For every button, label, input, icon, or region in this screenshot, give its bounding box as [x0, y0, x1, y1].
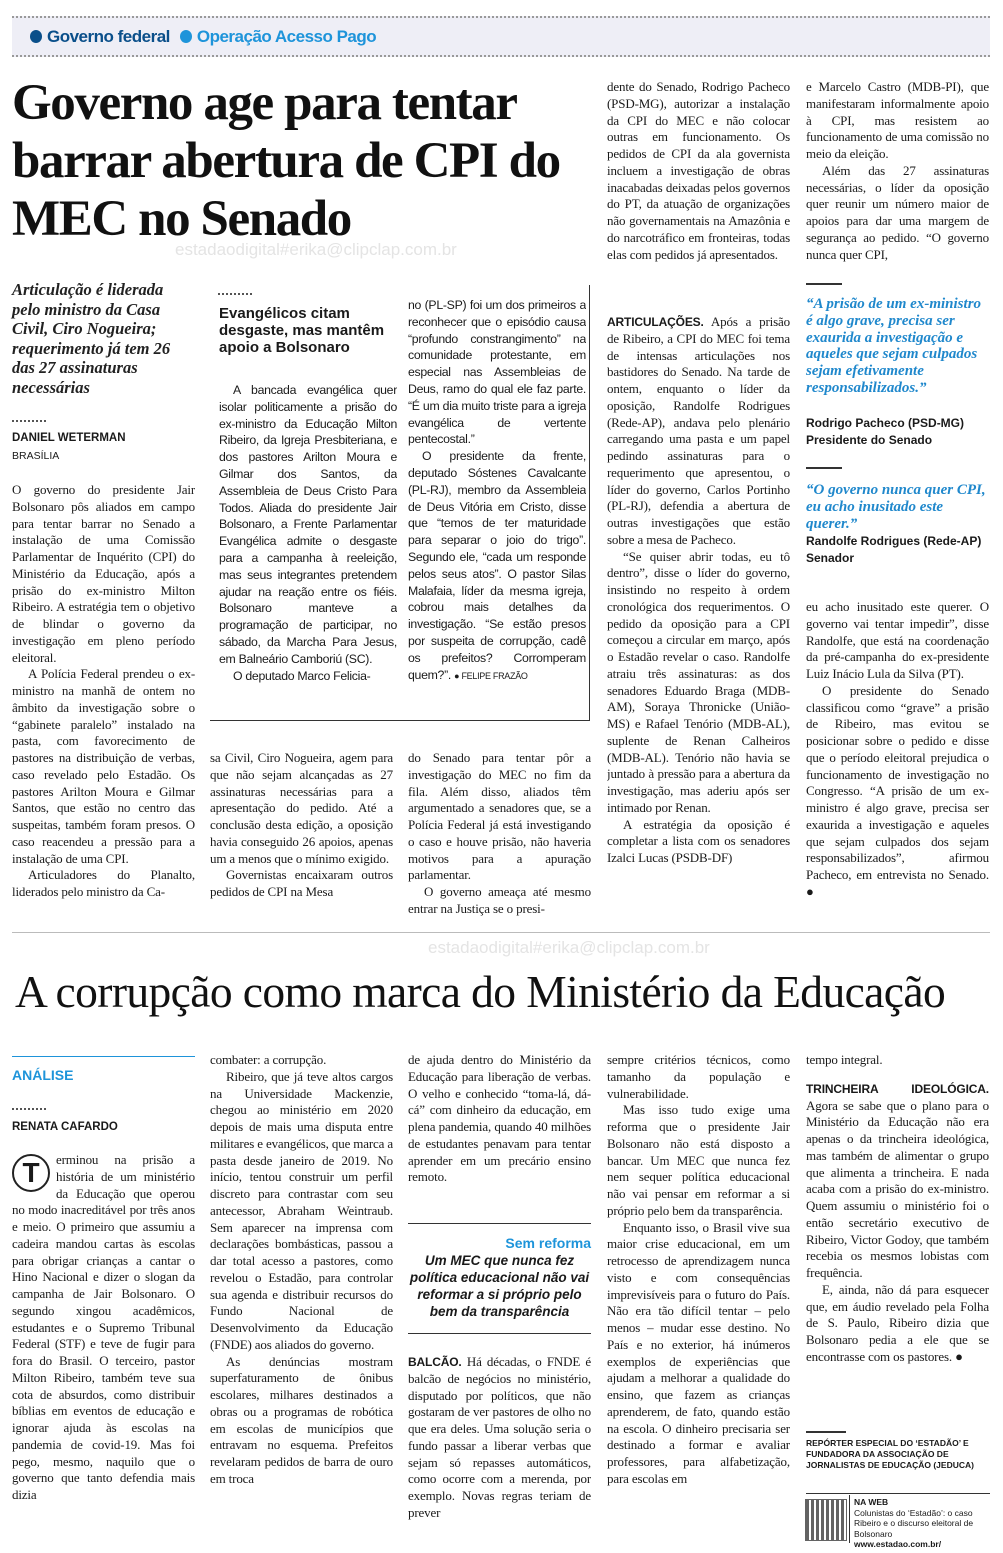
pull-box-text: Um MEC que nunca fez política educacional não vai reformar a si próprio pelo bem da transparência	[409, 1253, 590, 1319]
text: Após a prisão de Ribeiro, a CPI do MEC foi tema de intensas articulações nos bastidores do Senado. Na tarde de ontem, enquanto o líder da oposição, Randolfe Rodrigues (Rede-AP), andava pelo plenário carregando uma pasta e um papel pedindo assinaturas para o requerimento que apresentou, o líder do governo, Carlos Portinho (PL-RJ), defendia a abertura de outras investigações que estão sobre a mesa de Pacheco.	[607, 314, 790, 547]
topic-tag[interactable]: Operação Acesso Pago	[196, 26, 377, 46]
sidebar-box	[210, 285, 590, 721]
article-column	[12, 1152, 195, 1542]
divider	[849, 1495, 850, 1543]
divider	[12, 420, 46, 424]
paragraph	[408, 448, 586, 684]
box-column	[408, 297, 586, 717]
article-column	[607, 1052, 790, 1542]
article-column	[210, 750, 393, 919]
section-band	[12, 16, 990, 57]
text: Há décadas, o FNDE é balcão de negócios no ministério, disputado por políticos, que não gostaram de ver pastores de olho no que era deles. Uma solução seria o fundo passar a liberar verbas que sejam só repasses automáticos, como ocorre com a merenda, por exemplo. Novas regras teriam de prever	[408, 1354, 591, 1520]
byline: DANIEL WETERMAN	[12, 432, 126, 444]
paragraph: eu acho inusitado este querer. O governo vai tentar impedir”, disse Randolfe, que está na coordenação da pré-campanha do ex-presidente Luiz Inácio Lula da Silva (PT).	[806, 599, 989, 681]
article-column	[408, 750, 591, 919]
divider	[408, 1333, 591, 1334]
byline: RENATA CAFARDO	[12, 1121, 118, 1133]
bullet-icon	[30, 30, 42, 43]
article-column	[408, 1354, 591, 1542]
credit: ● FELIPE FRAZÃO	[454, 670, 528, 681]
paragraph: do Senado para tentar pôr a investigação do MEC no fim da fila. Além disso, aliados têm argumentado a senadores que, se a Polícia Federal já está investigando o caso e houve prisão, não haveria motivos para a apuração parlamentar.	[408, 750, 591, 883]
paragraph: A bancada evangélica quer isolar politicamente a prisão do ex-ministro da Educação Milton Ribeiro, da Igreja Presbiteriana, e dos pastores Arilton Moura e Gilmar dos Santos, da Assembleia de Deus Cristo Para Todos. Aliada do presidente Jair Bolsonaro, a Frente Parlamentar Evangélica admite o desgaste para a campanha à reeleição, mas seus integrantes pretendem ajudar na reação entre os fiéis. Bolsonaro manteve a programação de participar, no sábado, da Marcha Para Jesus, em Balneário Camboriú (SC).	[219, 383, 397, 666]
article-column	[607, 79, 790, 299]
paragraph: “Se quiser abrir todas, eu tô dentro”, disse o líder do governo, insistindo no respeito à ordem cronológica dos requerimentos. O pedido da oposição para a CPI começou a circular em março, após o Estadão revelar o caso. Randolfe atraiu três assinaturas: as dos senadores Eduardo Braga (MDB-AM), Soraya Thronicke (União-MS) e Rafael Tenório (MDB-AL), suplente de Renan Calheiros (MDB-AL). Tenório não havia se juntado à pressão para a abertura da investigação, mas aderiu após ser intimado por Renan.	[607, 548, 790, 815]
paragraph: dente do Senado, Rodrigo Pacheco (PSD-MG), autorizar a instalação da CPI do MEC e não colocar outras em funcionamento. Os pedidos de CPI da ala governista incluem a investigação de obras inacabadas deixadas pelos governos do PT, da atuação de organizações não governamentais na Amazônia e do narcotráfico em fronteiras, todas elas com pedidos já apresentados.	[607, 79, 790, 262]
paragraph: Articuladores do Planalto, liderados pelo ministro da Ca-	[12, 867, 195, 899]
author-note: REPÓRTER ESPECIAL DO ‘ESTADÃO’ E FUNDADORA DA ASSOCIAÇÃO DE JORNALISTAS DE EDUCAÇÃO (JEDUCA)	[806, 1438, 974, 1470]
box-title: Evangélicos citam desgaste, mas mantêm apoio a Bolsonaro	[219, 305, 385, 356]
paragraph: O presidente do Senado classificou como “grave” a prisão de Ribeiro, mas evitou se posicionar sobre o pedido e disse que o período eleitoral prejudica o funcionamento de investigação no Congresso. “A prisão de um ex-ministro é algo grave, precisa ser exaurida a investigação e aqueles que sejam culpados dos sejam responsabilizados”, afirmou Pacheco, em entrevista no Senado. ●	[806, 682, 989, 899]
quote-role: Presidente do Senado	[806, 433, 933, 447]
article-column	[806, 79, 989, 265]
text: erminou na prisão a história de um ministério da Educação que operou no modo inacreditável por três anos e meio. O primeiro que assumiu a cadeira mandou cartas às escolas para obrigar crianças a cantar o Hino Nacional e dizer o slogan da campanha de Jair Bolsonaro. O segundo xingou acadêmicos, estudantes e o Supremo Tribunal Federal (STF) e teve de fugir para fora do Brasil. O terceiro, pastor Milton Ribeiro, também teve sua cota de absurdos, como distribuir bíblias em eventos de educação e ignorar ajuda às escolas na pandemia de covid-19. Mas foi pego, mesmo, naquilo que o governo que tanto defendia mais dizia	[12, 1152, 195, 1502]
web-label: NA WEB	[854, 1497, 889, 1507]
article-column	[408, 1052, 591, 1208]
paragraph	[408, 1354, 591, 1522]
quote-role: Senador	[806, 551, 855, 565]
quote-author: Rodrigo Pacheco (PSD-MG)	[806, 416, 965, 430]
paragraph: A Polícia Federal prendeu o ex-ministro na manhã de ontem no âmbito da investigação sobre o “gabinete paralelo” instalado na pasta, com favorecimento de pastores na distribuição de verbas, caso revelado pelo Estadão. Os pastores Arilton Moura e Gilmar Santos, que estão no centro das suspeitas, também foram presos. O caso reacendeu a pressão para a instalação de uma CPI.	[12, 666, 195, 866]
article-column	[806, 1052, 989, 1407]
divider	[408, 1223, 591, 1224]
divider	[218, 293, 252, 297]
article-column	[210, 1052, 393, 1542]
paragraph: E, ainda, não dá para esquecer que, em áudio revelado pela Folha de S. Paulo, Ribeiro dizia que Bolsonaro pedia a ele que se encontrasse com os pastores. ●	[806, 1281, 989, 1364]
web-text: Colunistas do ‘Estadão’: o caso Ribeiro e o discurso eleitoral de Bolsonaro	[854, 1507, 974, 1539]
paragraph	[806, 1081, 989, 1282]
paragraph: O deputado Marco Felicia-	[233, 668, 371, 683]
pull-quote: “A prisão de um ex-ministro é algo grave, precisa ser exaurida a investigação e aqueles que sejam culpados sejam efetivamente responsabilizados.”	[806, 296, 982, 396]
headline: Governo age para tentar barrar abertura de CPI do MEC no Senado	[12, 75, 560, 247]
pull-quote: “O governo nunca quer CPI, eu acho inusitado este querer.”	[806, 482, 986, 532]
subhead: ARTICULAÇÕES.	[607, 315, 704, 329]
watermark: estadaodigital#erika@clipclap.com.br	[175, 240, 457, 259]
paragraph: no (PL-SP) foi um dos primeiros a reconhecer que o episódio causa “profundo constrangimento” na comunidade protestante, em especial nas Assembleias de Deus, ramo do qual ele faz parte. “É um dia muito triste para a igreja evangélica de vertente pentecostal.”	[408, 298, 586, 447]
paragraph: combater: a corrupção.	[210, 1052, 327, 1067]
section-tag[interactable]: Governo federal	[47, 26, 170, 46]
subhead: BALCÃO.	[408, 1355, 462, 1369]
paragraph: Governistas encaixaram outros pedidos de CPI na Mesa	[210, 867, 393, 899]
box-column	[219, 382, 397, 717]
paragraph: sempre critérios técnicos, como tamanho da população e vulnerabilidade.	[607, 1052, 790, 1101]
paragraph	[607, 314, 790, 549]
paragraph: Além das 27 assinaturas necessárias, o líder da oposição quer reunir um número maior de apoios para dar uma margem de segurança ao pedido. “O governo nunca quer CPI,	[806, 162, 989, 262]
drop-cap: T	[12, 1154, 50, 1192]
divider	[806, 283, 842, 285]
article-column	[806, 599, 989, 919]
paragraph: tempo integral.	[806, 1052, 883, 1067]
subhead: TRINCHEIRA IDEOLÓGICA.	[806, 1081, 989, 1096]
paragraph: e Marcelo Castro (MDB-PI), que manifestaram informalmente apoio à CPI, mas resistem ao funcionamento de uma comissão no meio da eleição.	[806, 79, 989, 161]
paragraph: sa Civil, Ciro Nogueira, agem para que não sejam alcançadas as 27 assinaturas necessárias para a apresentação do pedido. Até a conclusão desta edição, a oposição havia conseguido 26 apoios, apenas um a menos que o mínimo exigido.	[210, 750, 393, 866]
kicker: ANÁLISE	[12, 1067, 74, 1083]
paragraph: Mas isso tudo exige uma reforma que o presidente Jair Bolsonaro não está disposto a bancar. Um MEC que nunca fez nem sequer política educacional não vai pensar em reformar a si próprio pelo bem da transparência.	[607, 1102, 790, 1218]
paragraph: Enquanto isso, o Brasil vive sua maior crise educacional, em um retrocesso de aprendizagem nunca visto e com consequências imprevisíveis para o futuro do País. Não era tão difícil tentar – pelo menos – mudar esse destino. No País e no exterior, há inúmeros exemplos de experiências que ajudam a melhorar a qualidade do ensino, que fazem as crianças aprenderem, de fato, quando estão na escola. O dinheiro precisaria ser destinado a formar e avaliar professores, para alfabetização, para escolas em	[607, 1219, 790, 1486]
divider	[806, 1493, 990, 1494]
divider	[806, 467, 842, 469]
divider	[12, 1056, 195, 1057]
headline: A corrupção como marca do Ministério da Educação	[15, 966, 946, 1017]
paragraph: Ribeiro, que já teve altos cargos na Universidade Mackenzie, chegou ao ministério em 2020 depois de mais uma disputa entre militares e evangélicos, que marca a pasta desde janeiro de 2019. No início, tentou construir um perfil discreto para contrastar com seu antecessor, Abraham Weintraub. Sem aparecer na imprensa com declarações bombásticas, passou a dar total acesso a pastores, como revelou o Estadão, para controlar sua agenda e distribuir recursos do Fundo Nacional de Desenvolvimento da Educação (FNDE) aos aliados do governo.	[210, 1068, 393, 1352]
paragraph: As denúncias mostram superfaturamento de ônibus escolares, milhares destinados a obras ou a programas de robótica em escolas de municípios que entravam no esquema. Prefeitos revelaram pedidos de barra de ouro em troca	[210, 1353, 393, 1486]
article-column	[607, 314, 790, 919]
qr-code-icon[interactable]	[806, 1500, 846, 1540]
text: O presidente da frente, deputado Sóstenes Cavalcante (PL-RJ), membro da Assembleia de Deus Vitória em Cristo, disse que “temos de ter maturidade para separar o joio do trigo”. Segundo ele, “cada um responde pelos seus atos”. O pastor Silas Malafaia, líder da mesma igreja, cobrou mais detalhes da investigação. “Se estão presos por suspeita de corrupção, cadê os prefeitos? Corromperam quem?”.	[408, 449, 586, 682]
watermark: estadaodigital#erika@clipclap.com.br	[428, 938, 710, 957]
paragraph: A estratégia da oposição é completar a lista com os senadores Izalci Lucas (PSDB-DF)	[607, 816, 790, 865]
quote-author: Randolfe Rodrigues (Rede-AP)	[806, 534, 982, 548]
paragraph: O governo do presidente Jair Bolsonaro pôs aliados em campo para tentar barrar no Senado a instalação de uma Comissão Parlamentar de Inquérito (CPI) do Ministério da Educação, após a prisão do ex-ministro Milton Ribeiro. A estratégia tem o objetivo de blindar o governo da investigação em pleno período eleitoral.	[12, 482, 195, 665]
pull-box-label: Sem reforma	[505, 1235, 591, 1251]
section-divider	[12, 932, 990, 933]
dateline: BRASÍLIA	[12, 450, 60, 462]
article-column	[12, 482, 195, 919]
bullet-icon	[180, 30, 192, 43]
divider	[806, 1431, 846, 1433]
paragraph: O governo ameaça até mesmo entrar na Justiça se o presi-	[408, 884, 591, 916]
text: Agora se sabe que o plano para o Ministério da Educação não era apenas o da trincheira ideológica, mas também de alimentar o grupo que alimenta a trincheira. E nada acaba com a prisão do ex-ministro. Quem assumiu o ministério foi o então secretário executivo de Ribeiro, Victor Godoy, que também recebia os mesmos lobistas com frequência.	[806, 1097, 989, 1280]
paragraph: de ajuda dentro do Ministério da Educação para liberação de verbas. O velho e conhecido “toma-lá, dá-cá” com dinheiro da educação, em plena pandemia, quando 40 milhões de estudantes penavam para tentar aprender em um precário ensino remoto.	[408, 1052, 591, 1185]
lede: Articulação é liderada pelo ministro da Casa Civil, Ciro Nogueira; requerimento já tem 26 das 27 assinaturas necessárias	[12, 280, 171, 397]
web-promo	[854, 1497, 994, 1550]
divider	[12, 1108, 46, 1112]
web-link[interactable]: www.estadao.com.br/	[854, 1539, 942, 1549]
